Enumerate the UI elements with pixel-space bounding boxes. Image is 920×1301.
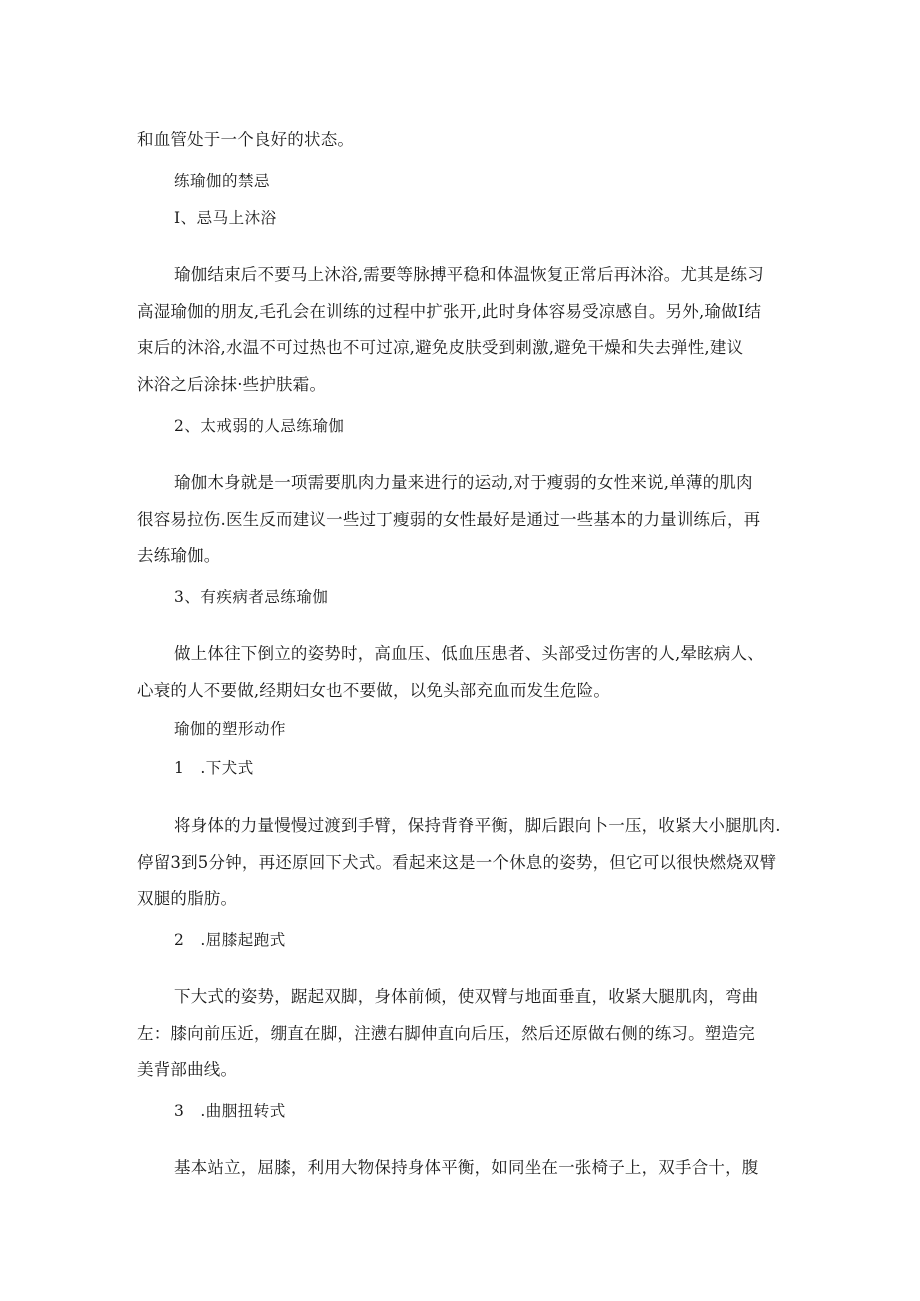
- paragraph-line: 心衰的人不要做,经期妇女也不要做，以免头部充血而发生危险。: [137, 680, 611, 700]
- paragraph-line: 和血管处于一个良好的状态。: [137, 130, 355, 149]
- paragraph: [137, 815, 781, 910]
- paragraph: [137, 472, 760, 567]
- subsection-heading: 2、太戒弱的人忌练瑜伽: [174, 417, 345, 435]
- paragraph-line: 美背部曲线。: [137, 1060, 238, 1079]
- paragraph-line: 将身体的力量慢慢过渡到手臂，保持背脊平衡，脚后跟向卜一压，收紧大小腿肌肉.: [174, 816, 781, 835]
- paragraph: [137, 264, 764, 396]
- paragraph-line: 束后的沐浴,水温不可过热也不可过凉,避免皮肤受到刺激,避免干燥和失去弹性,建议: [137, 338, 744, 357]
- paragraph: [137, 986, 759, 1081]
- paragraph-line: 很容易拉伤.医生反而建议一些过丁瘦弱的女性最好是通过一些基本的力量训练后，再: [137, 509, 761, 529]
- paragraph-line: 双腿的脂肪。: [137, 889, 238, 908]
- paragraph-line: 高湿瑜伽的朋友,毛孔会在训练的过程中扩张开,此时身体容易受凉感自。另外,瑜做I结: [137, 301, 762, 321]
- section-heading: 练瑜伽的禁忌: [174, 172, 271, 190]
- paragraph-line: 基本站立，屈膝，利用大物保持身体平衡，如同坐在一张椅子上，双手合十，腹: [174, 1158, 759, 1177]
- subsection-heading: 3 .曲胭扭转式: [174, 1102, 286, 1120]
- paragraph-line: 停留3到5分钟，再还原回下犬式。看起来这是一个休息的姿势，但它可以很快燃烧双臂: [137, 852, 777, 872]
- paragraph-line: 下大式的姿势，踞起双脚，身体前倾，使双臂与地面垂直，收紧大腿肌肉，弯曲: [174, 987, 759, 1006]
- paragraph-line: 瑜伽木身就是一项需要肌肉力量来进行的运动,对于瘦弱的女性来说,单薄的肌肉: [174, 473, 753, 492]
- paragraph-line: 沐浴之后涂抹·些护肤霜。: [137, 374, 327, 394]
- paragraph-line: 左：膝向前压近，绷直在脚，注懑右脚伸直向后压，然后还原做右侧的练习。塑造完: [137, 1023, 755, 1043]
- paragraph-line: 去练瑜伽。: [137, 546, 221, 565]
- subsection-heading: 3、有疾病者忌练瑜伽: [174, 588, 329, 606]
- subsection-heading: 2 .屈膝起跑式: [174, 931, 286, 949]
- paragraph-line: 瑜伽结束后不要马上沐浴,需要等脉搏平稳和体温恢复正常后再沐浴。尤其是练习: [174, 265, 764, 284]
- subsection-heading: 1 .下犬式: [174, 759, 254, 777]
- subsection-heading: I、忌马上沐浴: [174, 209, 277, 227]
- paragraph-line: 做上体往下倒立的姿势时，高血压、低血压患者、头部受过伤害的人,晕眩病人、: [174, 644, 764, 663]
- section-heading: 瑜伽的塑形动作: [174, 720, 287, 738]
- paragraph: [137, 643, 764, 702]
